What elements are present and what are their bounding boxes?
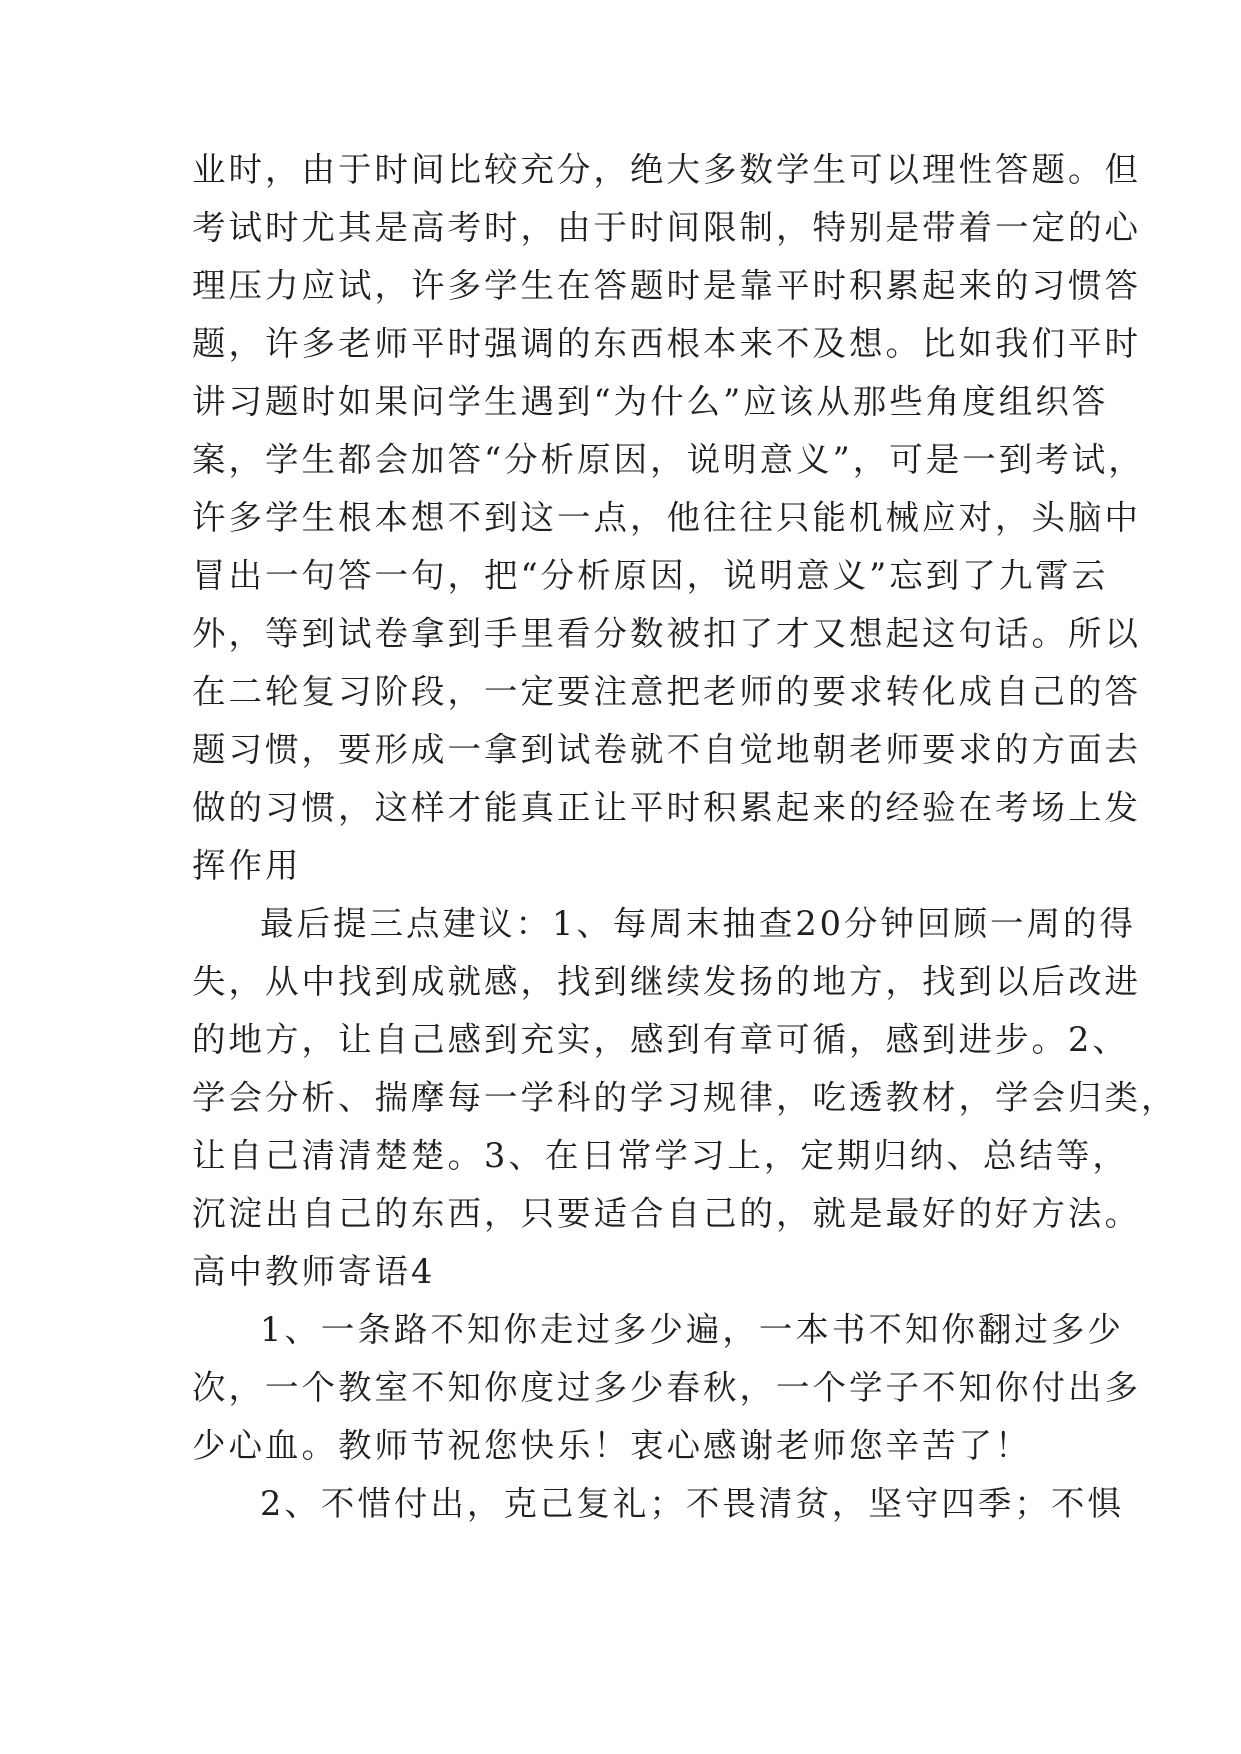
paragraph-first-line: 最后提三点建议：1、每周末抽查20分钟回顾一周的得 <box>260 904 1136 943</box>
text-line: 在二轮复习阶段，一定要注意把老师的要求转化成自己的答 <box>192 672 1141 711</box>
text-line: 讲习题时如果问学生遇到“为什么”应该从那些角度组织答 <box>192 382 1109 421</box>
text-line: 学会分析、揣摩每一学科的学习规律，吃透教材，学会归类， <box>192 1078 1178 1117</box>
text-line: 考试时尤其是高考时，由于时间限制，特别是带着一定的心 <box>192 208 1141 247</box>
text-line: 许多学生根本想不到这一点，他往往只能机械应对，头脑中 <box>192 498 1141 537</box>
text-line: 让自己清清楚楚。3、在日常学习上，定期归纳、总结等， <box>192 1136 1129 1175</box>
text-line: 次，一个教室不知你度过多少春秋，一个学子不知你付出多 <box>192 1368 1141 1407</box>
text-line: 理压力应试，许多学生在答题时是靠平时积累起来的习惯答 <box>192 266 1141 305</box>
text-line: 挥作用 <box>192 846 302 885</box>
text-line: 做的习惯，这样才能真正让平时积累起来的经验在考场上发 <box>192 788 1141 827</box>
section-heading: 高中教师寄语4 <box>192 1252 436 1291</box>
paragraph-first-line: 2、不惜付出，克己复礼；不畏清贫，坚守四季；不惧 <box>260 1484 1124 1523</box>
text-line: 案，学生都会加答“分析原因，说明意义”，可是一到考试， <box>192 440 1145 479</box>
text-line: 题习惯，要形成一拿到试卷就不自觉地朝老师要求的方面去 <box>192 730 1141 769</box>
text-line: 沉淀出自己的东西，只要适合自己的，就是最好的好方法。 <box>192 1194 1141 1233</box>
text-line: 业时，由于时间比较充分，绝大多数学生可以理性答题。但 <box>192 150 1141 189</box>
text-line: 失，从中找到成就感，找到继续发扬的地方，找到以后改进 <box>192 962 1141 1001</box>
text-line: 外，等到试卷拿到手里看分数被扣了才又想起这句话。所以 <box>192 614 1141 653</box>
paragraph-first-line: 1、一条路不知你走过多少遍，一本书不知你翻过多少 <box>260 1310 1124 1349</box>
text-line: 的地方，让自己感到充实，感到有章可循，感到进步。2、 <box>192 1020 1129 1059</box>
text-line: 冒出一句答一句，把“分析原因，说明意义”忘到了九霄云 <box>192 556 1109 595</box>
text-line: 题，许多老师平时强调的东西根本来不及想。比如我们平时 <box>192 324 1141 363</box>
text-line: 少心血。教师节祝您快乐！衷心感谢老师您辛苦了！ <box>192 1426 1032 1465</box>
